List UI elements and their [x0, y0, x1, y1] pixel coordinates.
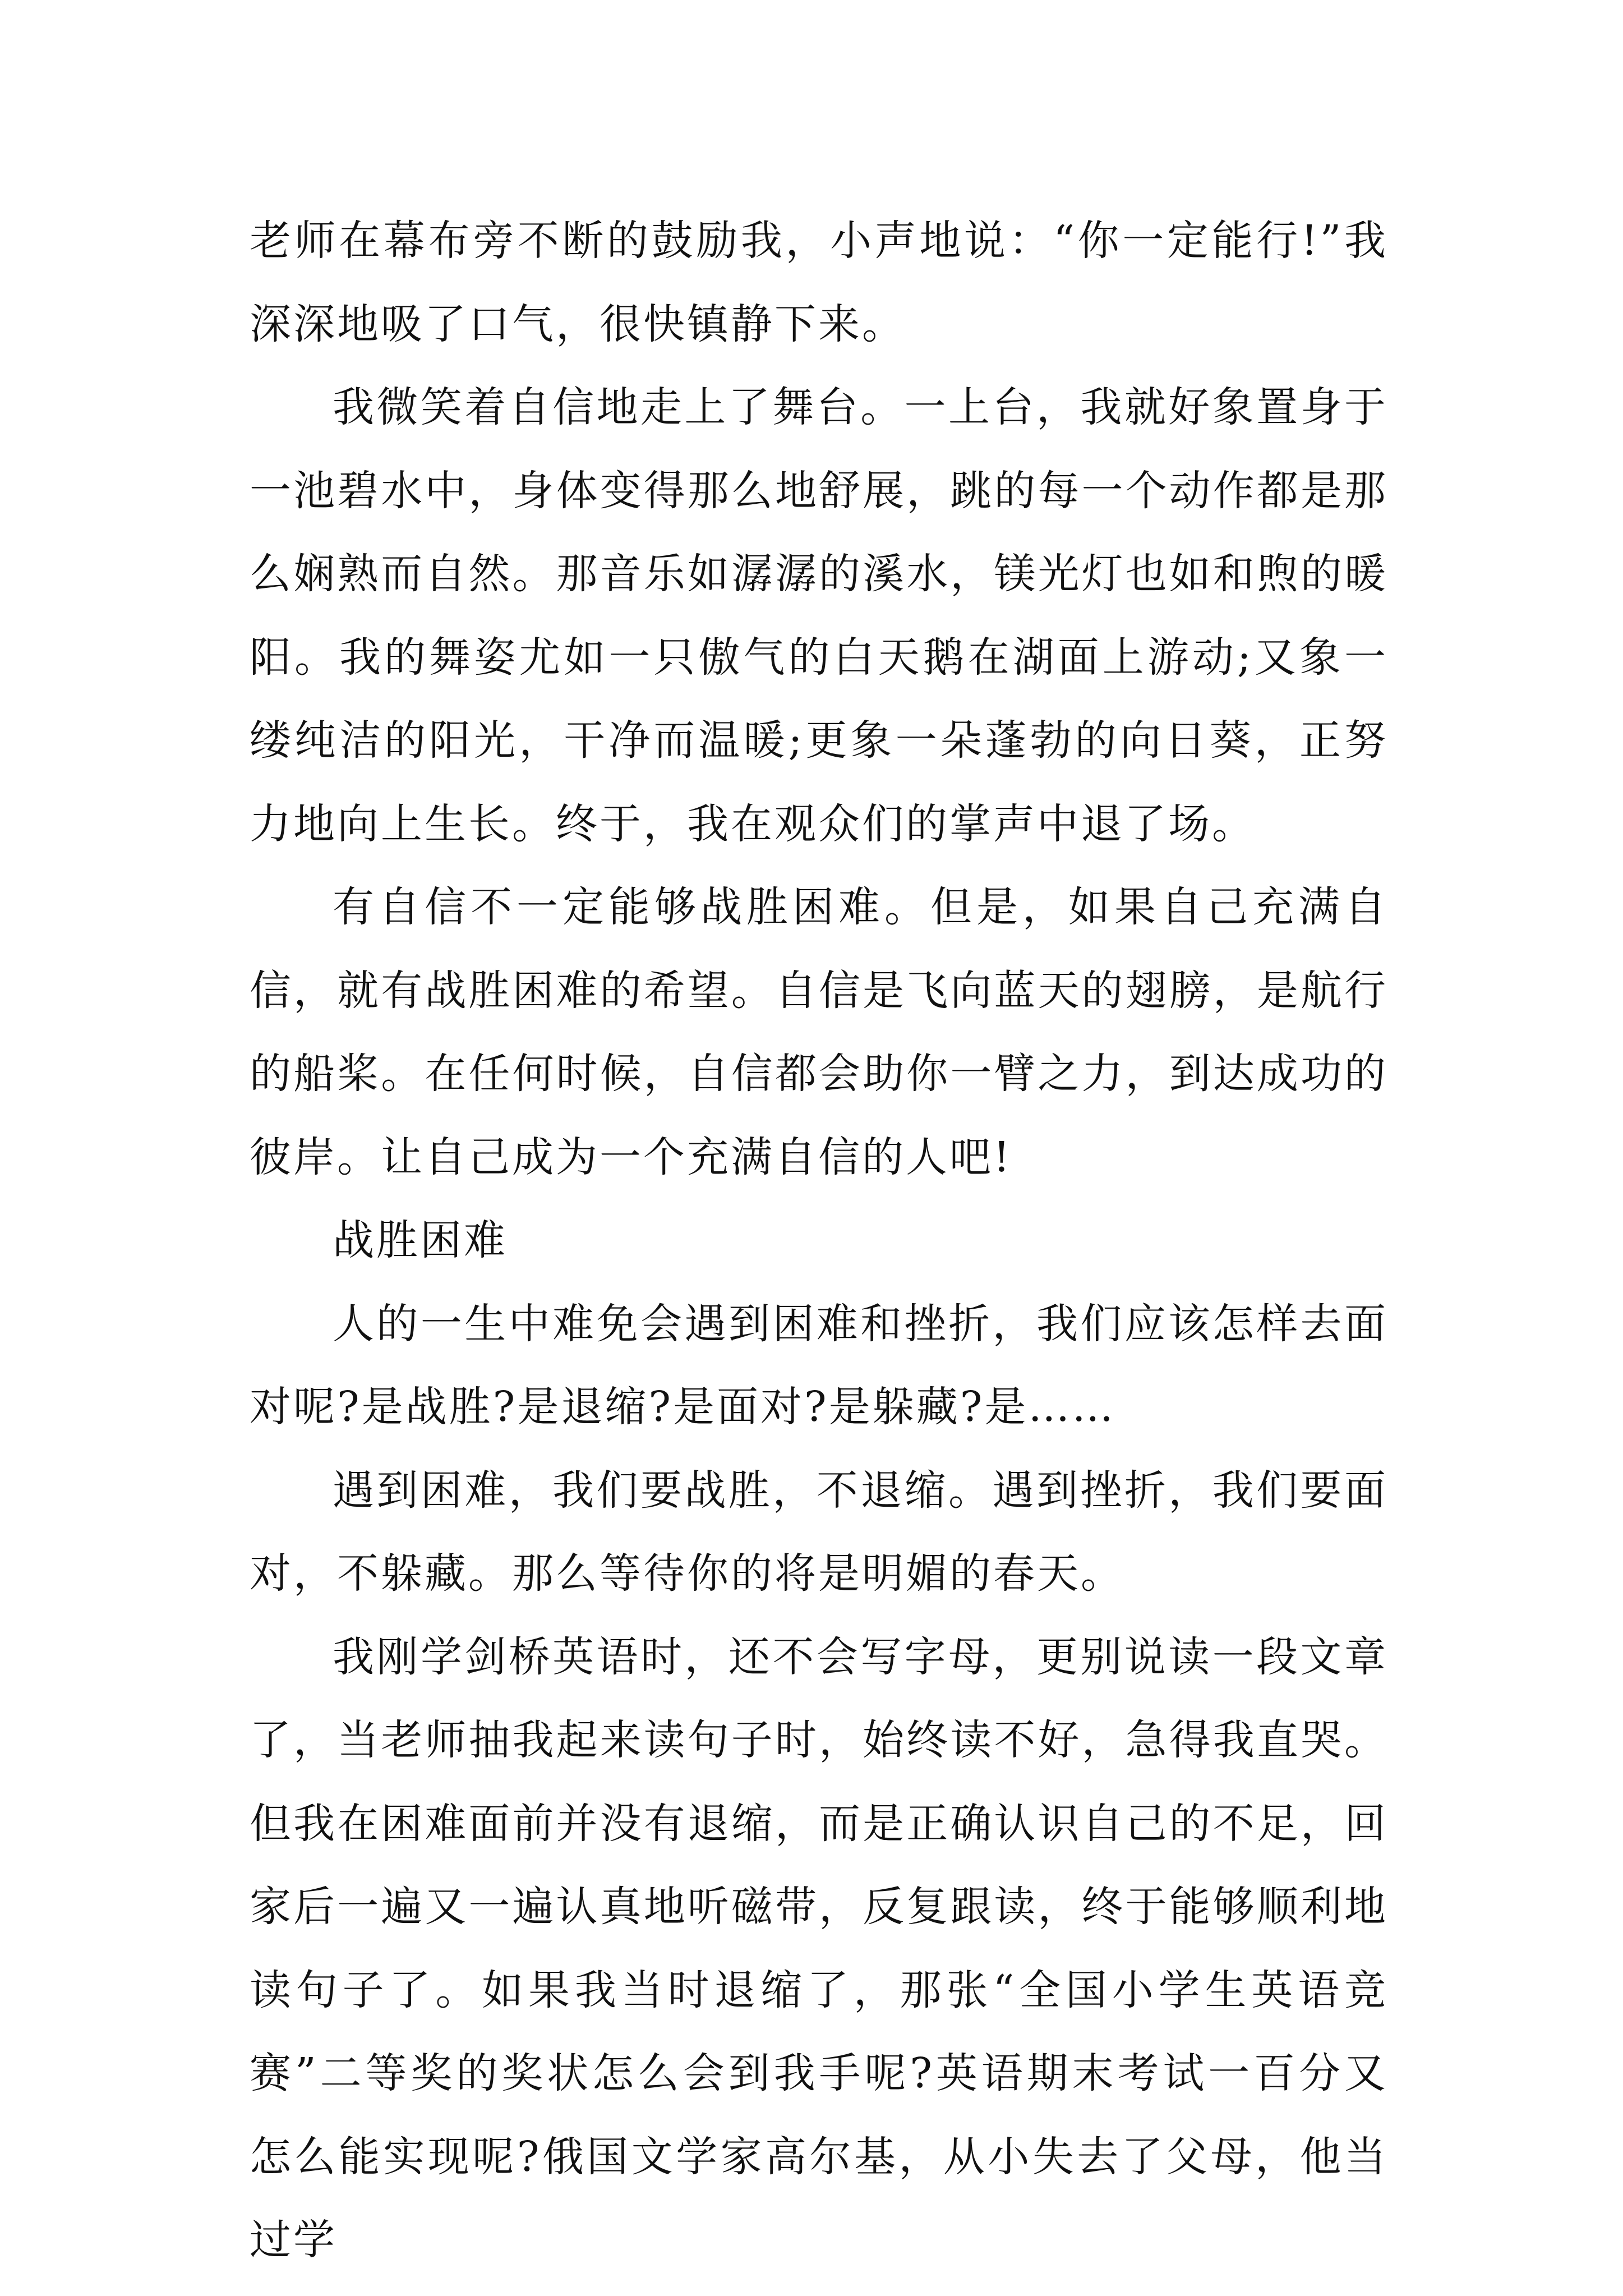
document-body — [250, 199, 1388, 2282]
section-heading: 战胜困难 — [333, 1216, 508, 1264]
paragraph-5: 人的一生中难免会遇到困难和挫折，我们应该怎样去面对呢?是战胜?是退缩?是面对?是躲藏?是…… — [250, 1299, 1388, 1431]
paragraph-1: 老师在幕布旁不断的鼓励我，小声地说：“你一定能行!”我深深地吸了口气，很快镇静下来。 — [250, 217, 1388, 348]
paragraph-7: 我刚学剑桥英语时，还不会写字母，更别说读一段文章了，当老师抽我起来读句子时，始终读不好，急得我直哭。但我在困难面前并没有退缩，而是正确认识自己的不足，回家后一遍又一遍认真地听磁带，反复跟读，终于能够顺利地读句子了。如果我当时退缩了，那张“全国小学生英语竞赛”二等奖的奖状怎么会到我手呢?英语期末考试一百分又怎么能实现呢?俄国文学家高尔基，从小失去了父母，他当过学 — [250, 1632, 1388, 2264]
paragraph-2: 我微笑着自信地走上了舞台。一上台，我就好象置身于一池碧水中，身体变得那么地舒展，跳的每一个动作都是那么娴熟而自然。那音乐如潺潺的溪水，镁光灯也如和煦的暖阳。我的舞姿尤如一只傲气的白天鹅在湖面上游动;又象一缕纯洁的阳光，干净而温暖;更象一朵蓬勃的向日葵，正努力地向上生长。终于，我在观众们的掌声中退了场。 — [250, 383, 1388, 848]
paragraph-6: 遇到困难，我们要战胜，不退缩。遇到挫折，我们要面对，不躲藏。那么等待你的将是明媚的春天。 — [250, 1466, 1388, 1598]
paragraph-3: 有自信不一定能够战胜困难。但是，如果自己充满自信，就有战胜困难的希望。自信是飞向蓝天的翅膀，是航行的船桨。在任何时候，自信都会助你一臂之力，到达成功的彼岸。让自己成为一个充满自信的人吧! — [250, 883, 1388, 1181]
